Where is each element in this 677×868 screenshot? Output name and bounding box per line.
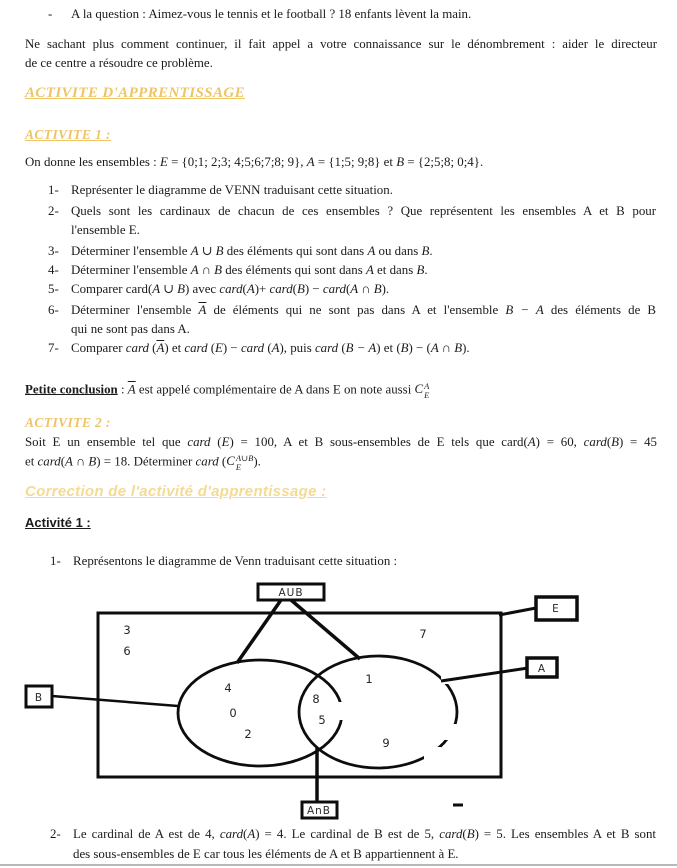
union-label: AUB	[278, 587, 304, 599]
heading-activite-apprentissage: ACTIVITE D'APPRENTISSAGE	[25, 85, 246, 101]
union-callout-line-left	[237, 600, 281, 663]
bullet-dash: -	[48, 7, 53, 21]
heading-activite-2: ACTIVITE 2 :	[25, 415, 111, 430]
venn-number-0: 0	[229, 706, 237, 720]
venn-diagram	[0, 578, 677, 823]
intro-line-1: Ne sachant plus comment continuer, il fait appel a votre connaissance sur le dénombrement : aider le directeur	[25, 37, 657, 51]
heading-activite-1-correction: Activité 1 :	[25, 515, 91, 530]
list-item-5: 5- Comparer card(A ∪ B) avec card(A)+ card(B) − card(A ∩ B).	[48, 282, 390, 296]
correction-item-1: 1- Représentons le diagramme de Venn traduisant cette situation :	[50, 554, 398, 568]
universe-callout-line	[499, 608, 536, 615]
list-item-6-cont: qui ne sont pas dans A.	[71, 322, 190, 336]
heading-activite-1: ACTIVITE 1 :	[25, 127, 111, 142]
set-b-label: B	[34, 692, 44, 704]
ensembles-line: On donne les ensembles : E = {0;1; 2;3; 4;5;6;7;8; 9}, A = {1;5; 9;8} et B = {2;5;8; 0;4}.	[25, 155, 484, 169]
correction-item-2-cont: des sous-ensembles de E car tous les éléments de A et B appartiennent à E.	[73, 847, 459, 861]
bullet-text: A la question : Aimez-vous le tennis et le football ? 18 enfants lèvent la main.	[71, 7, 472, 21]
list-item-6: 6- Déterminer l'ensemble $\overline{A}$ de éléments qui ne sont pas dans A et l'ensemble B − A des éléments de B	[48, 303, 656, 317]
venn-number-1: 1	[365, 672, 373, 686]
correction-item-2: 2- Le cardinal de A est de 4, card(A) = 4. Le cardinal de B est de 5, card(B) = 5. Les ensembles A et B sont	[50, 827, 656, 841]
list-item-7: 7- Comparer card $(\overline{A})$ et card (E) − card (A), puis card (B − A) et (B) − (A ∩ B).	[48, 341, 470, 355]
venn-number-5: 5	[318, 713, 326, 727]
union-callout-line-right	[291, 600, 360, 659]
set-a-label: A	[537, 663, 547, 675]
intersection-label: AnB	[306, 805, 332, 817]
list-item-3: 3- Déterminer l'ensemble A ∪ B des éléments qui sont dans A ou dans B.	[48, 244, 433, 258]
venn-number-3: 3	[123, 623, 131, 637]
venn-number-4: 4	[224, 681, 232, 695]
venn-number-6: 6	[123, 644, 131, 658]
stroke-gap	[333, 702, 347, 720]
bullet-line	[48, 6, 656, 23]
list-item-1: 1- Représenter le diagramme de VENN traduisant cette situation.	[48, 183, 393, 197]
page-bottom-edge	[0, 864, 677, 866]
intro-line-2: de ce centre a résoudre ce problème.	[25, 56, 213, 70]
activite2-line-2: et card(A ∩ B) = 18. Déterminer card ( C A∪B E ).	[25, 453, 261, 472]
universe-label: E	[552, 603, 560, 615]
venn-number-8: 8	[312, 692, 320, 706]
set-b-callout-line	[52, 696, 178, 706]
venn-number-7: 7	[419, 627, 427, 641]
activite2-line-1: Soit E un ensemble tel que card (E) = 100, A et B sous-ensembles de E tels que card(A) = 60, card(B) = 45	[25, 435, 657, 449]
stroke-gap	[424, 747, 441, 763]
stroke-gap	[437, 724, 459, 740]
venn-number-9: 9	[382, 736, 390, 750]
heading-correction: Correction de l'activité d'apprentissage :	[25, 483, 327, 500]
list-item-2-cont: l'ensemble E.	[71, 223, 140, 237]
list-item-2: 2- Quels sont les cardinaux de chacun de ces ensembles ? Que représentent les ensembles A et B pour	[48, 204, 656, 218]
petite-conclusion: Petite conclusion : $\overline{A}$ est appelé complémentaire de A dans E on note aussi C A E	[25, 381, 430, 400]
list-item-4: 4- Déterminer l'ensemble A ∩ B des éléments qui sont dans A et dans B.	[48, 263, 428, 277]
venn-number-2: 2	[244, 727, 252, 741]
